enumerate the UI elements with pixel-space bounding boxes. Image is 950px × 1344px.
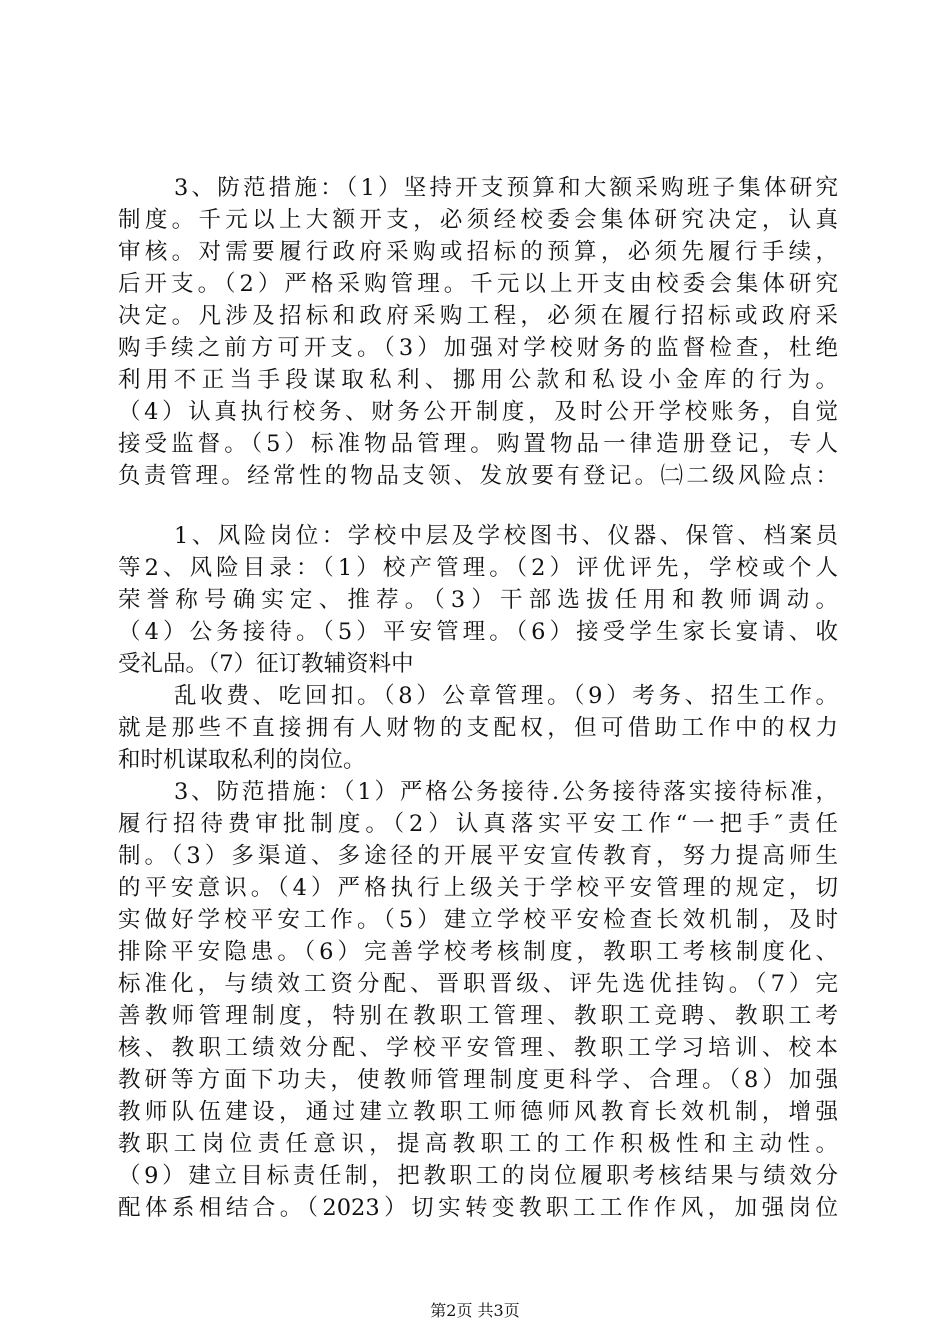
text-line: （4）认真执行校务、财务公开制度，及时公开学校账务，自觉 — [118, 399, 838, 425]
text-line: 排除平安隐患。（6）完善学校考核制度，教职工考核制度化、 — [118, 939, 838, 965]
text-line: 后开支。（2）严格采购管理。千元以上开支由校委会集体研究 — [118, 271, 838, 297]
text-line: 接受监督。（5）标准物品管理。购置物品一律造册登记，专人 — [118, 431, 838, 457]
text-line: 制。（3）多渠道、多途径的开展平安宣传教育，努力提高师生 — [118, 843, 838, 869]
text-line: 就是那些不直接拥有人财物的支配权，但可借助工作中的权力 — [118, 715, 838, 741]
text-line: 实做好学校平安工作。（5）建立学校平安检查长效机制，及时 — [118, 907, 838, 933]
text-line: 审核。对需要履行政府采购或招标的预算，必须先履行手续， — [118, 239, 838, 265]
text-line: （9）建立目标责任制，把教职工的岗位履职考核结果与绩效分 — [118, 1163, 838, 1189]
text-line: 决定。凡涉及招标和政府采购工程，必须在履行招标或政府采 — [118, 303, 838, 329]
text-line: 等2、风险目录：（1）校产管理。（2）评优评先，学校或个人 — [118, 555, 838, 581]
text-line: 3、防范措施：（1）坚持开支预算和大额采购班子集体研究 — [174, 175, 838, 201]
text-line: 制度。千元以上大额开支，必须经校委会集体研究决定，认真 — [118, 207, 838, 233]
text-line: 善教师管理制度，特别在教职工管理、教职工竞聘、教职工考 — [118, 1003, 838, 1029]
text-line: 负责管理。经常性的物品支领、发放要有登记。㈡二级风险点： — [118, 463, 838, 489]
text-line: （4）公务接待。（5）平安管理。（6）接受学生家长宴请、收 — [118, 619, 838, 645]
text-line: 的平安意识。（4）严格执行上级关于学校平安管理的规定，切 — [118, 875, 838, 901]
text-line: 乱收费、吃回扣。（8）公章管理。（9）考务、招生工作。 — [174, 683, 838, 709]
text-line: 荣誉称号确实定、推荐。（3）干部选拔任用和教师调动。 — [118, 587, 838, 613]
paragraph-gap — [118, 492, 838, 520]
text-line: 核、教职工绩效分配、学校平安管理、教职工学习培训、校本 — [118, 1035, 838, 1061]
text-line: 购手续之前方可开支。（3）加强对学校财务的监督检查，杜绝 — [118, 335, 838, 361]
paragraph-risk-continued — [118, 680, 838, 776]
text-line: 教职工岗位责任意识，提高教职工的工作积极性和主动性。 — [118, 1131, 838, 1157]
text-line: 1、风险岗位：学校中层及学校图书、仪器、保管、档案员 — [174, 523, 838, 549]
paragraph-cost-control-measures — [118, 172, 838, 492]
text-line: 教研等方面下功夫，使教师管理制度更科学、合理。（8）加强 — [118, 1067, 838, 1093]
text-line: 利用不正当手段谋取私利、挪用公款和私设小金库的行为。 — [118, 367, 838, 393]
text-line: 受礼品。（7）征订教辅资料中 — [118, 651, 414, 677]
paragraph-prevention-measures — [118, 776, 838, 1224]
text-line: 教师队伍建设，通过建立教职工师德师风教育长效机制，增强 — [118, 1099, 838, 1125]
document-body — [118, 172, 838, 1224]
text-line: 配体系相结合。（2023）切实转变教职工工作作风，加强岗位 — [118, 1195, 838, 1221]
page-number-footer: 第2页 共3页 — [430, 1301, 520, 1320]
text-line: 3、防范措施：（1）严格公务接待.公务接待落实接待标准， — [174, 779, 838, 805]
paragraph-risk-positions — [118, 520, 838, 680]
text-line: 和时机谋取私利的岗位。 — [118, 747, 366, 773]
text-line: 履行招待费审批制度。（2）认真落实平安工作“一把手″责任 — [118, 811, 838, 837]
text-line: 标准化，与绩效工资分配、晋职晋级、评先选优挂钩。（7）完 — [118, 971, 838, 997]
